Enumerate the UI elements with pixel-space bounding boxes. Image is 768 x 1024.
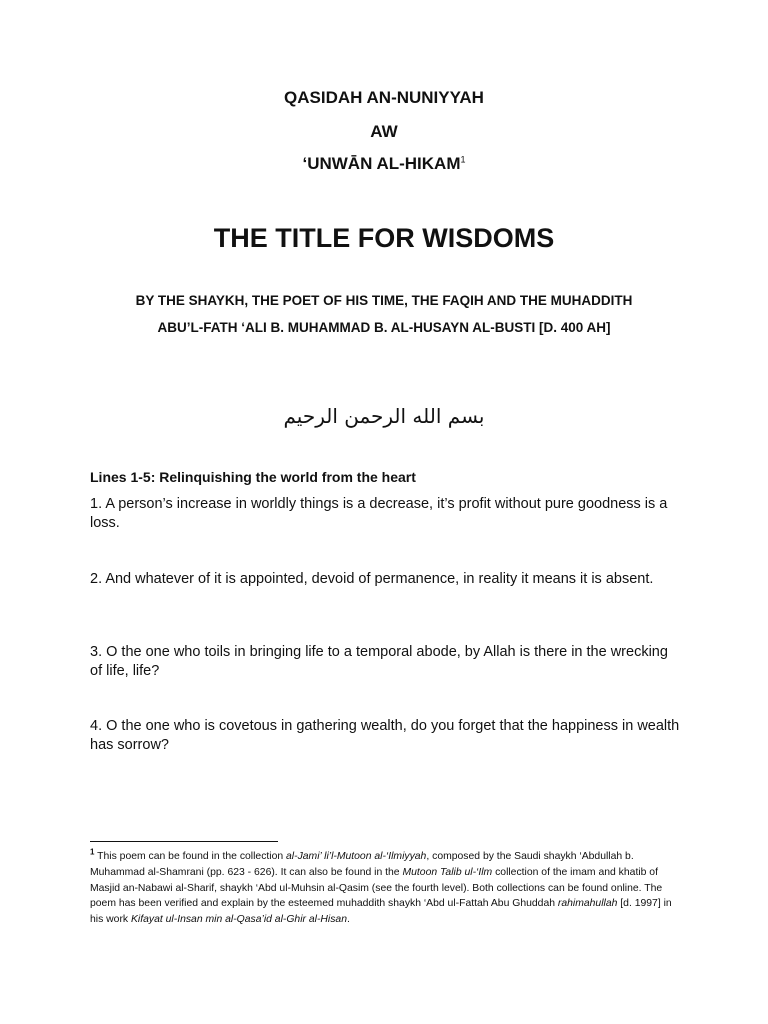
verse-3: 3. O the one who toils in bringing life to a temporal abode, by Allah is there in the wrecking of life, life?: [90, 644, 668, 679]
verse-4: 4. O the one who is covetous in gathering wealth, do you forget that the happiness in wealth has sorrow?: [90, 718, 680, 753]
footnote-marker: 1: [90, 847, 95, 857]
footnote-part: collection of the imam and khatib of Masjid an-Nabawi al-Sharif, shaykh ‘Abd ul-Muhsin al-Qasim (see the fourth level). Both collections can be found online. The poem has been verified and explain by the esteemed muhaddith shaykh ‘Abd ul-Fattah Abu Ghuddah: [90, 866, 663, 910]
footnote-reference[interactable]: 1: [460, 154, 466, 165]
verse-1: 1. A person’s increase in worldly things is a decrease, it’s profit without pure goodness is a loss.: [90, 496, 668, 531]
footnote-separator: [90, 841, 278, 842]
basmalah: بسم الله الرحمن الرحيم: [283, 404, 485, 428]
section-heading: Lines 1-5: Relinquishing the world from the heart: [90, 469, 416, 485]
footnote-part: , composed by the Saudi shaykh ‘Abdullah b. Muhammad al-Shamrani (pp. 623 - 626). It can also be found in the: [90, 851, 634, 878]
poem-title-line-2: [0, 154, 768, 174]
footnote: [90, 849, 680, 928]
footnote-part-italic: Mutoon Talib ul-‘Ilm: [402, 866, 493, 878]
byline-line-1: BY THE SHAYKH, THE POET OF HIS TIME, THE FAQIH AND THE MUHADDITH: [135, 293, 633, 308]
page-title: THE TITLE FOR WISDOMS: [213, 223, 555, 253]
poem-title-line-1: QASIDAH AN-NUNIYYAH: [284, 88, 484, 107]
footnote-part-italic: rahimahullah: [557, 898, 618, 910]
poem-title-line-2-text: ‘UNWĀN AL-HIKAM: [302, 154, 461, 173]
poem-title-connector: AW: [370, 122, 398, 141]
footnote-part-italic: Kifayat ul-Insan min al-Qasa’id al-Ghir al-Hisan: [131, 914, 347, 926]
footnote-part: [d. 1997] in his work: [90, 898, 672, 926]
footnote-part: .: [346, 914, 350, 926]
verse-2: 2. And whatever of it is appointed, devoid of permanence, in reality it means it is absent.: [90, 571, 654, 587]
byline-line-2: ABU’L-FATH ‘ALI B. MUHAMMAD B. AL-HUSAYN AL-BUSTI [D. 400 AH]: [157, 320, 611, 335]
footnote-part-italic: al-Jami’ li’l-Mutoon al-‘Ilmiyyah: [286, 851, 427, 862]
footnote-part: This poem can be found in the collection: [94, 851, 287, 862]
